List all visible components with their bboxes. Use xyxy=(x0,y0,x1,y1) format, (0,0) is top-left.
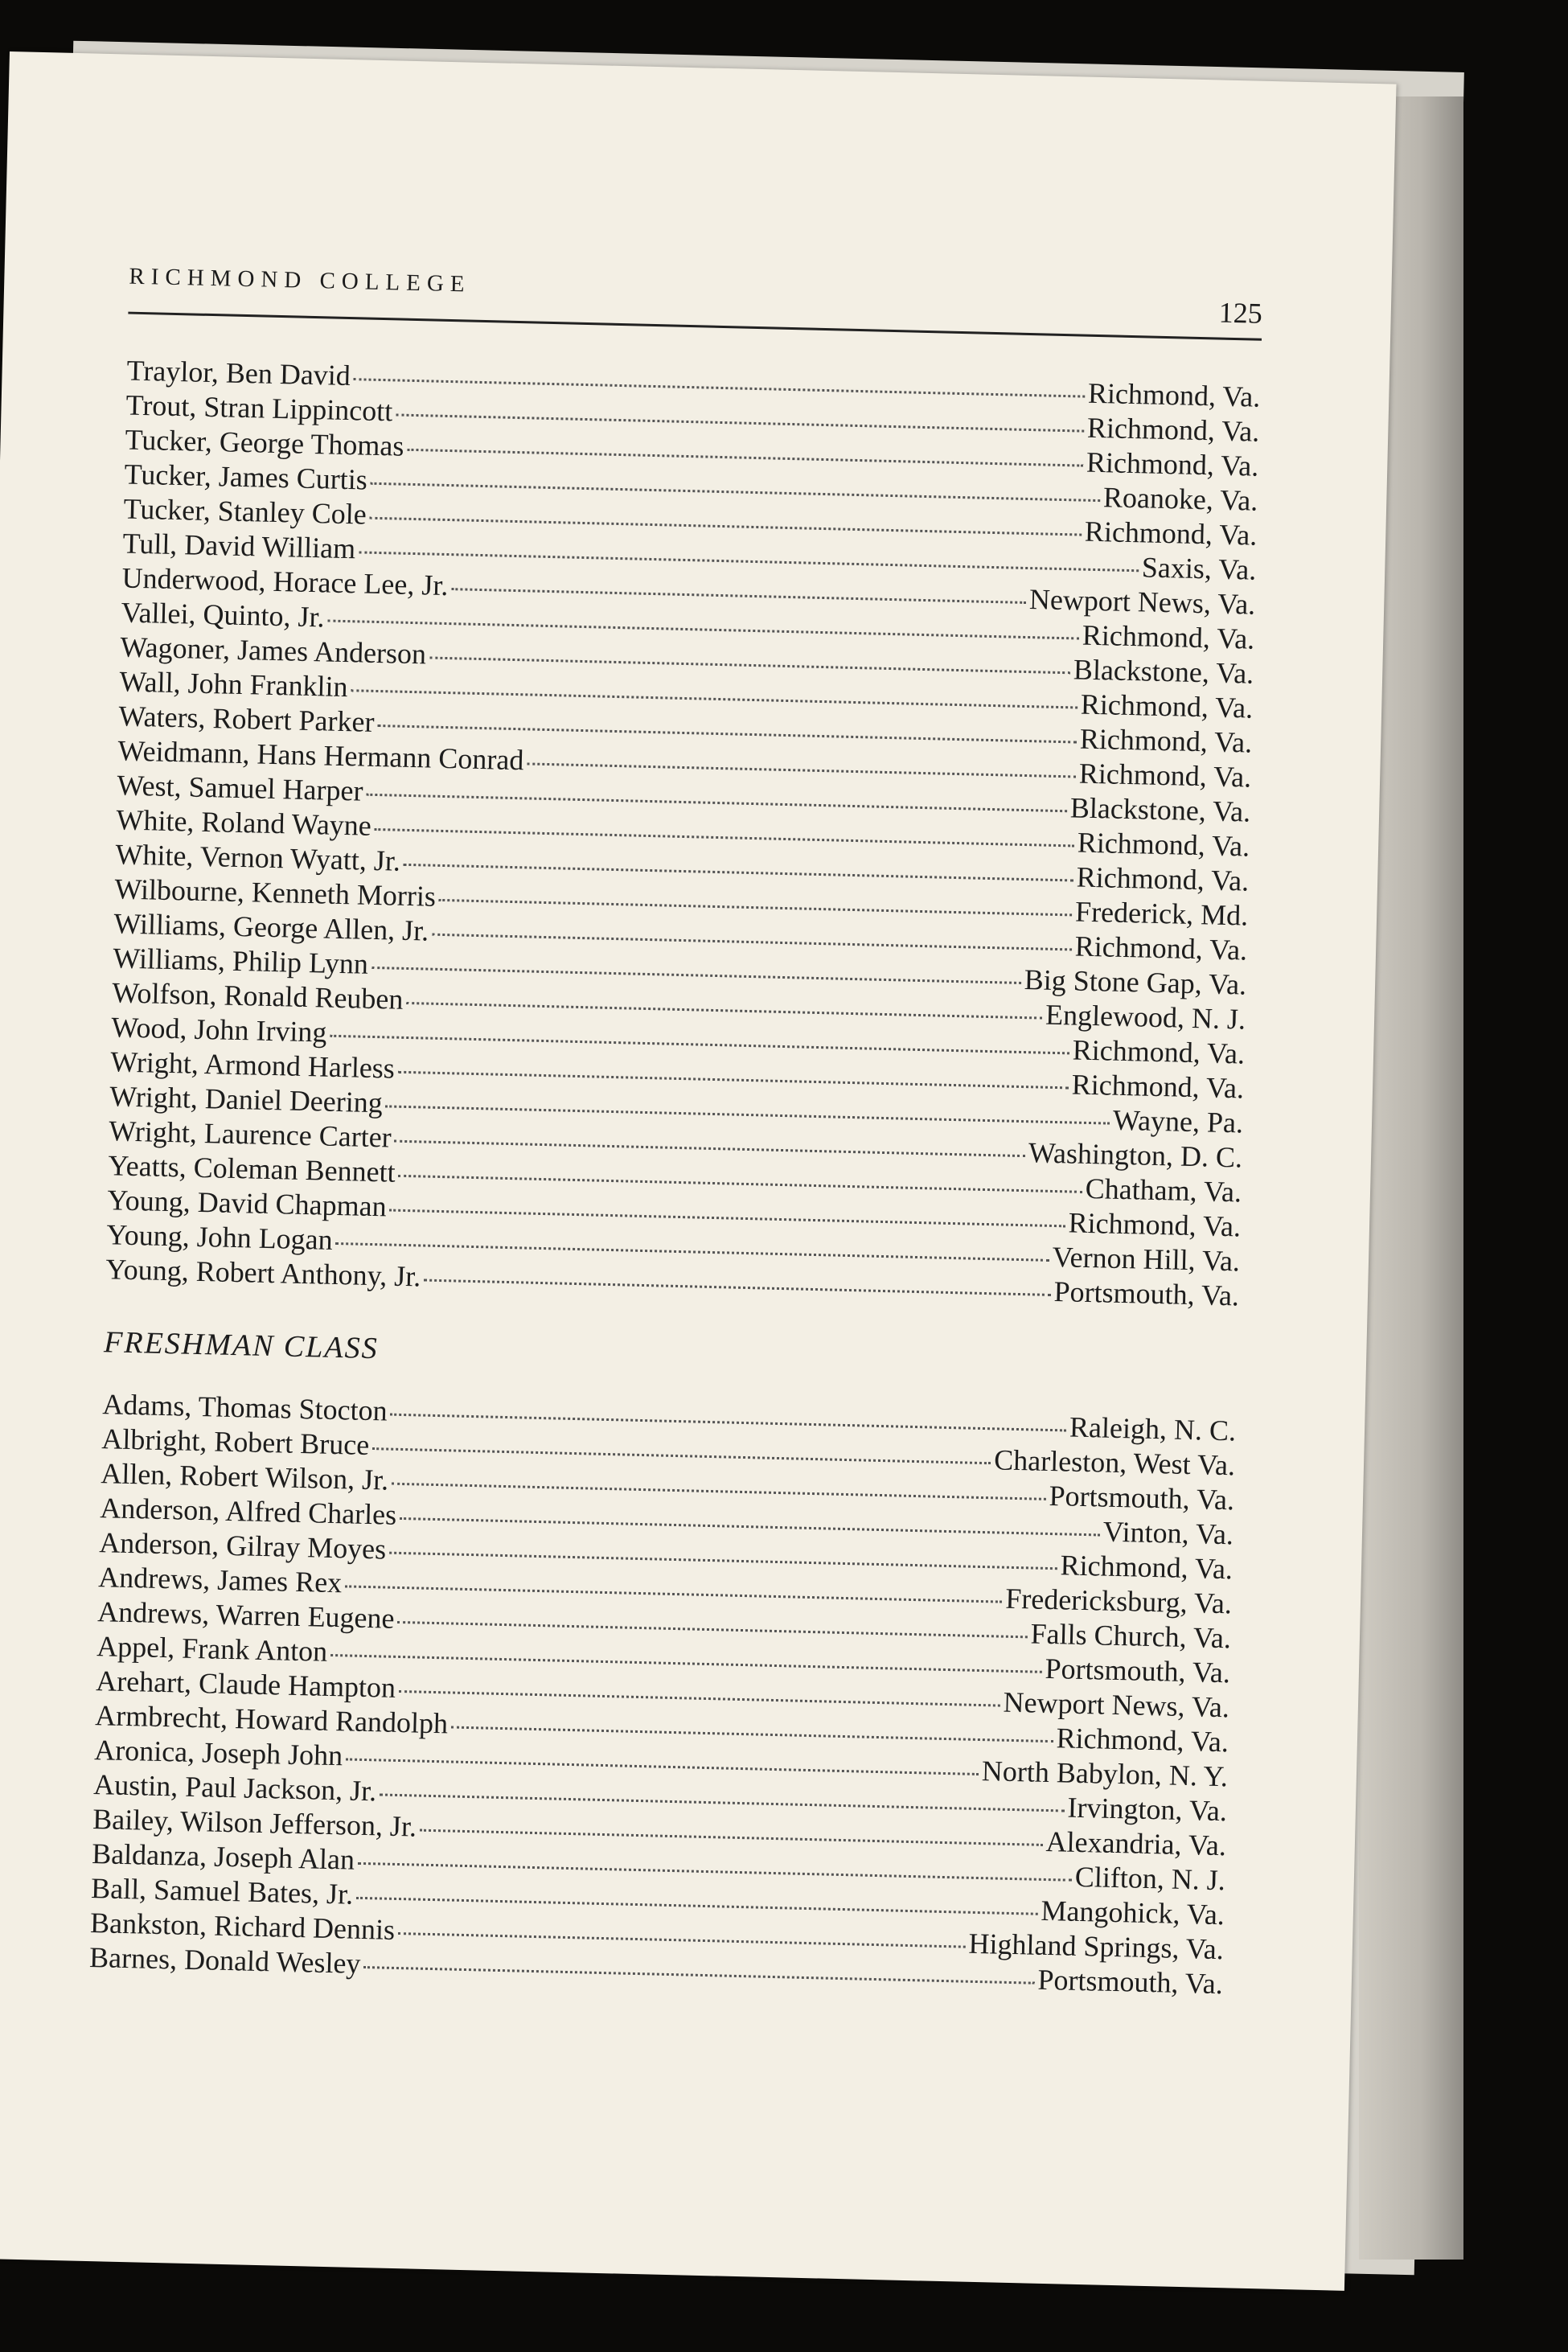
student-name: Austin, Paul Jackson, Jr. xyxy=(92,1768,377,1808)
dot-leader xyxy=(380,1793,1064,1812)
student-hometown: Washington, D. C. xyxy=(1028,1136,1243,1174)
student-name: Wagoner, James Anderson xyxy=(120,630,427,671)
dot-leader xyxy=(345,1585,1002,1603)
student-name: Wilbourne, Kenneth Morris xyxy=(114,872,437,913)
dot-leader xyxy=(389,1209,1065,1228)
student-hometown: Englewood, N. J. xyxy=(1045,998,1246,1036)
student-hometown: Richmond, Va. xyxy=(1072,1033,1246,1070)
student-hometown: North Babylon, N. Y. xyxy=(981,1755,1229,1793)
student-hometown: Richmond, Va. xyxy=(1086,411,1260,448)
student-name: Underwood, Horace Lee, Jr. xyxy=(121,561,449,602)
student-name: Yeatts, Coleman Bennett xyxy=(107,1149,396,1188)
student-hometown: Charleston, West Va. xyxy=(993,1443,1236,1482)
student-name: Wright, Laurence Carter xyxy=(108,1114,392,1154)
dot-leader xyxy=(327,620,1078,640)
student-name: Vallei, Quinto, Jr. xyxy=(121,596,325,634)
student-hometown: Big Stone Gap, Va. xyxy=(1024,963,1247,1001)
student-name: Barnes, Donald Wesley xyxy=(88,1941,361,1980)
running-head xyxy=(128,264,1262,341)
student-name: Wood, John Irving xyxy=(110,1011,327,1049)
student-name: Weidmann, Hans Hermann Conrad xyxy=(117,734,524,777)
book-page xyxy=(0,51,1397,2291)
student-name: Wall, John Franklin xyxy=(119,665,349,704)
dot-leader xyxy=(451,1726,1053,1743)
student-name: West, Samuel Harper xyxy=(117,769,363,807)
dot-leader xyxy=(429,657,1070,675)
student-name: Allen, Robert Wilson, Jr. xyxy=(100,1457,389,1496)
dot-leader xyxy=(346,1758,979,1775)
student-name: Trout, Stran Lippincott xyxy=(125,388,393,428)
student-hometown: Blackstone, Va. xyxy=(1073,653,1254,690)
student-hometown: Clifton, N. J. xyxy=(1074,1860,1226,1897)
dot-leader xyxy=(366,794,1067,813)
student-hometown: Richmond, Va. xyxy=(1082,618,1255,655)
student-hometown: Portsmouth, Va. xyxy=(1037,1963,1224,2001)
dot-leader xyxy=(398,1932,966,1948)
dot-leader xyxy=(396,413,1084,432)
student-hometown: Richmond, Va. xyxy=(1074,930,1248,967)
dot-leader xyxy=(398,1175,1082,1193)
student-name: Tull, David William xyxy=(122,527,356,565)
student-name: Albright, Robert Bruce xyxy=(101,1422,370,1462)
student-name: Arehart, Claude Hampton xyxy=(95,1664,396,1704)
dot-leader xyxy=(397,1621,1027,1638)
student-name: Young, John Logan xyxy=(105,1218,334,1256)
dot-leader xyxy=(424,1279,1050,1296)
student-hometown: Saxis, Va. xyxy=(1141,551,1257,586)
dot-leader xyxy=(330,1654,1041,1673)
running-head-title: RICHMOND COLLEGE xyxy=(129,263,471,298)
dot-leader xyxy=(356,1897,1038,1915)
student-name: White, Roland Wayne xyxy=(116,803,372,842)
student-name: Young, Robert Anthony, Jr. xyxy=(105,1253,421,1293)
dot-leader xyxy=(330,1035,1069,1055)
dot-leader xyxy=(372,1447,991,1464)
student-hometown: Frederick, Md. xyxy=(1074,895,1249,932)
dot-leader xyxy=(389,1552,1057,1570)
dot-leader xyxy=(390,1414,1066,1432)
dot-leader xyxy=(377,724,1076,743)
dot-leader xyxy=(375,828,1074,848)
dot-leader xyxy=(358,1862,1072,1882)
dot-leader xyxy=(407,449,1083,467)
dot-leader xyxy=(363,1966,1034,1985)
dot-leader xyxy=(404,864,1073,882)
dot-leader xyxy=(336,1242,1049,1262)
student-name: Wright, Armond Harless xyxy=(109,1045,396,1085)
dot-leader xyxy=(392,1483,1046,1500)
student-name: Andrews, James Rex xyxy=(97,1561,343,1599)
student-hometown: Alexandria, Va. xyxy=(1045,1825,1227,1862)
student-hometown: Portsmouth, Va. xyxy=(1053,1275,1240,1312)
student-name: Williams, Philip Lynn xyxy=(113,942,369,980)
student-hometown: Blackstone, Va. xyxy=(1069,791,1251,828)
student-hometown: Fredericksburg, Va. xyxy=(1004,1582,1233,1620)
student-name: Andrews, Warren Eugene xyxy=(96,1595,396,1635)
freshman-class-list xyxy=(89,1387,1237,2001)
student-hometown: Richmond, Va. xyxy=(1079,722,1253,759)
student-hometown: Vernon Hill, Va. xyxy=(1052,1240,1241,1278)
student-hometown: Richmond, Va. xyxy=(1078,757,1252,794)
freshman-class-heading: FRESHMAN CLASS xyxy=(103,1325,380,1366)
student-name: Tucker, James Curtis xyxy=(124,458,368,496)
student-hometown: Richmond, Va. xyxy=(1087,376,1261,413)
dot-leader xyxy=(371,967,1021,984)
student-name: Bailey, Wilson Jefferson, Jr. xyxy=(92,1803,417,1843)
dot-leader xyxy=(439,899,1072,917)
student-hometown: Raleigh, N. C. xyxy=(1069,1410,1237,1447)
student-name: Ball, Samuel Bates, Jr. xyxy=(90,1872,354,1911)
student-hometown: Portsmouth, Va. xyxy=(1049,1479,1235,1517)
dot-leader xyxy=(451,588,1026,604)
student-hometown: Richmond, Va. xyxy=(1060,1549,1233,1586)
student-hometown: Mangohick, Va. xyxy=(1041,1894,1225,1931)
student-name: Aronica, Joseph John xyxy=(93,1734,343,1772)
student-name: Tucker, George Thomas xyxy=(125,423,404,462)
student-hometown: Wayne, Pa. xyxy=(1112,1103,1244,1139)
student-hometown: Irvington, Va. xyxy=(1067,1791,1228,1828)
dot-leader xyxy=(400,1517,1100,1537)
student-name: Bankston, Richard Dennis xyxy=(89,1907,396,1946)
student-hometown: Richmond, Va. xyxy=(1077,826,1250,863)
student-hometown: Portsmouth, Va. xyxy=(1045,1652,1231,1689)
dot-leader xyxy=(420,1829,1043,1846)
student-hometown: Vinton, Va. xyxy=(1102,1515,1234,1551)
student-name: Young, David Chapman xyxy=(106,1184,388,1223)
dot-leader xyxy=(398,1071,1069,1090)
dot-leader xyxy=(371,482,1100,502)
student-hometown: Richmond, Va. xyxy=(1076,860,1250,897)
student-name: Waters, Robert Parker xyxy=(118,700,375,738)
dot-leader xyxy=(370,517,1082,536)
student-hometown: Newport News, Va. xyxy=(1003,1685,1230,1724)
junior-class-list xyxy=(105,354,1261,1314)
student-name: Appel, Frank Anton xyxy=(96,1630,328,1668)
student-name: Anderson, Alfred Charles xyxy=(99,1492,397,1531)
student-hometown: Richmond, Va. xyxy=(1084,515,1258,552)
student-hometown: Richmond, Va. xyxy=(1056,1722,1229,1759)
dot-leader xyxy=(354,378,1085,397)
student-hometown: Richmond, Va. xyxy=(1068,1206,1242,1243)
student-name: Anderson, Gilray Moyes xyxy=(98,1526,387,1566)
student-name: Williams, George Allen, Jr. xyxy=(113,907,429,947)
student-hometown: Roanoke, Va. xyxy=(1102,481,1258,517)
dot-leader xyxy=(432,934,1072,951)
dot-leader xyxy=(395,1140,1025,1157)
student-name: Wolfson, Ronald Reuben xyxy=(111,976,404,1016)
dot-leader xyxy=(351,689,1077,708)
student-name: Tucker, Stanley Cole xyxy=(123,492,367,531)
student-name: Wright, Daniel Deering xyxy=(109,1080,384,1119)
student-hometown: Highland Springs, Va. xyxy=(968,1927,1225,1966)
student-hometown: Falls Church, Va. xyxy=(1030,1617,1232,1655)
student-hometown: Richmond, Va. xyxy=(1086,445,1259,482)
dot-leader xyxy=(527,762,1076,778)
dot-leader xyxy=(386,1105,1110,1124)
page-number: 125 xyxy=(1218,296,1263,330)
dot-leader xyxy=(399,1690,1000,1707)
student-hometown: Chatham, Va. xyxy=(1085,1172,1242,1209)
student-name: Baldanza, Joseph Alan xyxy=(91,1837,355,1876)
student-hometown: Richmond, Va. xyxy=(1071,1068,1245,1105)
student-hometown: Richmond, Va. xyxy=(1080,688,1254,724)
dot-leader xyxy=(406,1002,1042,1020)
student-name: White, Vernon Wyatt, Jr. xyxy=(115,838,401,877)
student-name: Traylor, Ben David xyxy=(126,354,351,392)
student-name: Adams, Thomas Stocton xyxy=(101,1388,388,1427)
student-hometown: Newport News, Va. xyxy=(1028,583,1256,621)
student-name: Armbrecht, Howard Randolph xyxy=(94,1699,449,1740)
